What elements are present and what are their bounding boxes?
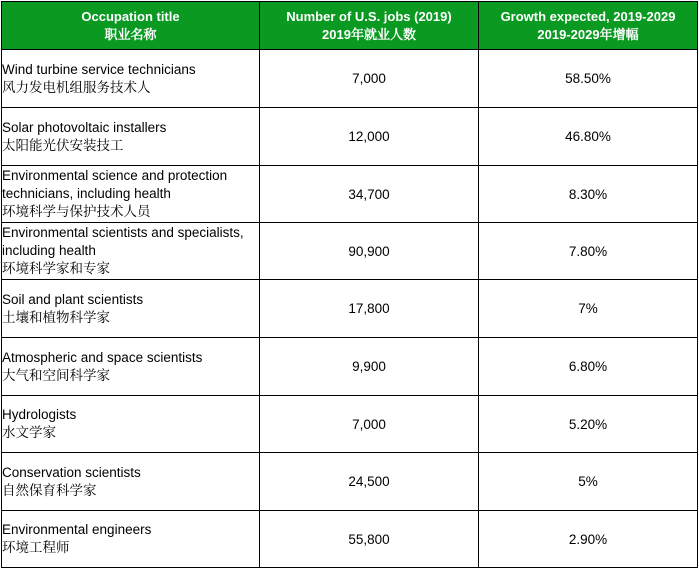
table-row <box>2 338 698 396</box>
table-header <box>2 2 698 50</box>
growth-cell: 7.80% <box>479 223 698 280</box>
table-row <box>2 396 698 453</box>
jobs-cell: 12,000 <box>260 108 479 166</box>
table-row <box>2 108 698 166</box>
jobs-cell: 7,000 <box>260 50 479 108</box>
table-row <box>2 50 698 108</box>
occupation-cell <box>2 280 260 338</box>
occupation-cell <box>2 396 260 453</box>
occupation-title-en: Soil and plant scientists <box>2 291 144 307</box>
jobs-cell: 55,800 <box>260 511 479 568</box>
header-growth-expected-zh: 2019-2029年增幅 <box>537 26 639 42</box>
table-row <box>2 166 698 223</box>
occupation-title-zh: 风力发电机组服务技术人 <box>2 79 151 95</box>
occupation-cell <box>2 338 260 396</box>
occupations-table <box>1 1 698 568</box>
occupation-title-zh: 大气和空间科学家 <box>2 367 110 383</box>
header-row <box>2 2 698 50</box>
occupation-title-zh: 水文学家 <box>2 425 56 440</box>
header-occupation-title-zh: 职业名称 <box>104 26 157 42</box>
occupation-title-zh: 太阳能光伏安装技工 <box>2 137 124 153</box>
occupation-cell <box>2 511 260 568</box>
occupation-title-zh: 土壤和植物科学家 <box>2 309 110 325</box>
occupation-title-zh: 环境科学与保护技术人员 <box>2 204 151 219</box>
growth-cell: 6.80% <box>479 338 698 396</box>
occupation-cell <box>2 166 260 223</box>
occupation-title-en: Conservation scientists <box>2 464 141 480</box>
table-row <box>2 453 698 511</box>
table-row <box>2 223 698 280</box>
table-row <box>2 280 698 338</box>
occupation-title-en: Environmental scientists and specialists, including health <box>2 225 244 258</box>
occupation-title-zh: 环境科学家和专家 <box>2 261 110 276</box>
growth-cell: 5% <box>479 453 698 511</box>
jobs-cell: 9,900 <box>260 338 479 396</box>
growth-cell: 46.80% <box>479 108 698 166</box>
jobs-cell: 34,700 <box>260 166 479 223</box>
occupation-cell <box>2 108 260 166</box>
occupation-title-en: Solar photovoltaic installers <box>2 119 167 135</box>
header-growth-expected <box>479 2 698 50</box>
header-occupation-title-en: Occupation title <box>81 8 180 24</box>
jobs-cell: 24,500 <box>260 453 479 511</box>
jobs-cell: 17,800 <box>260 280 479 338</box>
header-number-of-jobs <box>260 2 479 50</box>
growth-cell: 7% <box>479 280 698 338</box>
occupation-title-en: Environmental science and protection technicians, including health <box>2 168 228 201</box>
header-occupation-title <box>2 2 260 50</box>
jobs-cell: 7,000 <box>260 396 479 453</box>
occupation-cell <box>2 223 260 280</box>
header-number-of-jobs-en: Number of U.S. jobs (2019) <box>286 8 452 24</box>
header-number-of-jobs-zh: 2019年就业人数 <box>322 26 416 42</box>
occupation-cell <box>2 50 260 108</box>
header-growth-expected-en: Growth expected, 2019-2029 <box>500 8 676 24</box>
occupation-title-en: Hydrologists <box>2 407 77 422</box>
growth-cell: 58.50% <box>479 50 698 108</box>
table-row <box>2 511 698 568</box>
occupation-title-en: Environmental engineers <box>2 522 152 537</box>
jobs-cell: 90,900 <box>260 223 479 280</box>
growth-cell: 5.20% <box>479 396 698 453</box>
table-body <box>2 50 698 568</box>
occupation-title-en: Wind turbine service technicians <box>2 61 196 77</box>
growth-cell: 8.30% <box>479 166 698 223</box>
occupation-title-zh: 自然保育科学家 <box>2 482 97 498</box>
occupation-title-en: Atmospheric and space scientists <box>2 349 203 365</box>
occupation-title-zh: 环境工程师 <box>2 540 70 555</box>
growth-cell: 2.90% <box>479 511 698 568</box>
occupation-cell <box>2 453 260 511</box>
